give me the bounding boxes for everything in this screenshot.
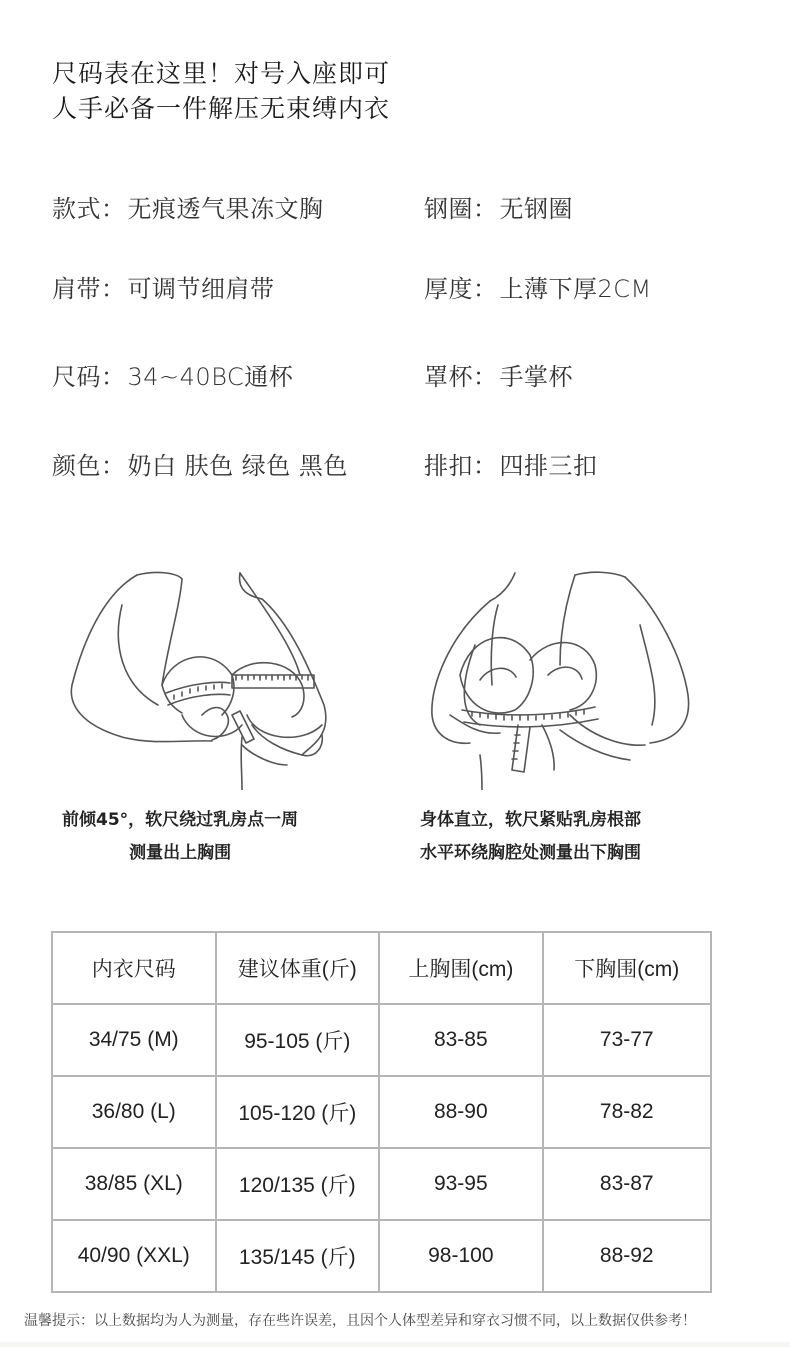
caption-upper-line-1: 前倾45°，软尺绕过乳房点一周 xyxy=(62,810,299,830)
spec-value: 四排三扣 xyxy=(499,452,598,480)
caption-upper-line-2: 测量出上胸围 xyxy=(129,843,232,863)
disclaimer-note: 温馨提示：以上数据均为人为测量，存在些许误差，且因个人体型差异和穿衣习惯不同，以上数据仅供参考！ xyxy=(24,1313,696,1329)
table-header-row xyxy=(52,932,711,1004)
caption-under-bust xyxy=(420,804,641,870)
under-bust-measure-illustration xyxy=(420,565,700,790)
table-cell: 120/135 (斤) xyxy=(216,1148,380,1220)
table-row xyxy=(52,1148,711,1220)
spec-label: 厚度： xyxy=(424,275,498,303)
table-row xyxy=(52,1076,711,1148)
spec-label: 尺码： xyxy=(52,363,126,391)
spec-value: 手掌杯 xyxy=(499,363,573,391)
spec-hooks xyxy=(424,446,598,481)
page-headline xyxy=(52,56,390,126)
table-cell: 73-77 xyxy=(543,1004,711,1076)
spec-cup xyxy=(424,357,573,392)
spec-thickness xyxy=(424,269,652,304)
table-cell: 83-85 xyxy=(379,1004,542,1076)
table-row xyxy=(52,1004,711,1076)
table-cell: 36/80 (L) xyxy=(52,1076,216,1148)
spec-size xyxy=(52,357,293,392)
spec-label: 颜色： xyxy=(52,452,126,480)
spec-value: 无痕透气果冻文胸 xyxy=(127,195,324,223)
spec-style xyxy=(52,189,324,224)
table-cell: 105-120 (斤) xyxy=(216,1076,380,1148)
table-cell: 83-87 xyxy=(543,1148,711,1220)
spec-label: 肩带： xyxy=(52,275,126,303)
table-row xyxy=(52,1220,711,1292)
table-cell: 40/90 (XXL) xyxy=(52,1220,216,1292)
spec-value: 奶白 肤色 绿色 黑色 xyxy=(127,452,348,480)
header-cell: 建议体重(斤) xyxy=(216,932,380,1004)
header-cell: 下胸围(cm) xyxy=(543,932,711,1004)
header-cell: 内衣尺码 xyxy=(52,932,216,1004)
table-cell: 88-90 xyxy=(379,1076,542,1148)
spec-underwire xyxy=(424,189,573,224)
table-cell: 34/75 (M) xyxy=(52,1004,216,1076)
spec-value: 上薄下厚2CM xyxy=(499,275,652,303)
headline-line-2: 人手必备一件解压无束缚内衣 xyxy=(52,94,391,123)
spec-value: 可调节细肩带 xyxy=(127,275,275,303)
bottom-divider xyxy=(0,1342,790,1347)
caption-under-line-2: 水平环绕胸腔处测量出下胸围 xyxy=(420,843,641,863)
size-chart-table xyxy=(51,931,712,1293)
spec-value: 无钢圈 xyxy=(499,195,573,223)
header-cell: 上胸围(cm) xyxy=(379,932,542,1004)
caption-upper-bust xyxy=(62,804,298,870)
table-cell: 38/85 (XL) xyxy=(52,1148,216,1220)
spec-label: 罩杯： xyxy=(424,363,498,391)
spec-straps xyxy=(52,269,275,304)
spec-value: 34~40BC通杯 xyxy=(127,363,294,391)
table-cell: 135/145 (斤) xyxy=(216,1220,380,1292)
table-cell: 78-82 xyxy=(543,1076,711,1148)
spec-label: 钢圈： xyxy=(424,195,498,223)
headline-line-1: 尺码表在这里！对号入座即可 xyxy=(52,59,391,88)
spec-color xyxy=(52,446,348,481)
table-cell: 98-100 xyxy=(379,1220,542,1292)
upper-bust-measure-illustration xyxy=(62,565,342,790)
table-cell: 93-95 xyxy=(379,1148,542,1220)
caption-under-line-1: 身体直立，软尺紧贴乳房根部 xyxy=(420,810,641,830)
spec-label: 排扣： xyxy=(424,452,498,480)
table-cell: 88-92 xyxy=(543,1220,711,1292)
table-cell: 95-105 (斤) xyxy=(216,1004,380,1076)
spec-label: 款式： xyxy=(52,195,126,223)
